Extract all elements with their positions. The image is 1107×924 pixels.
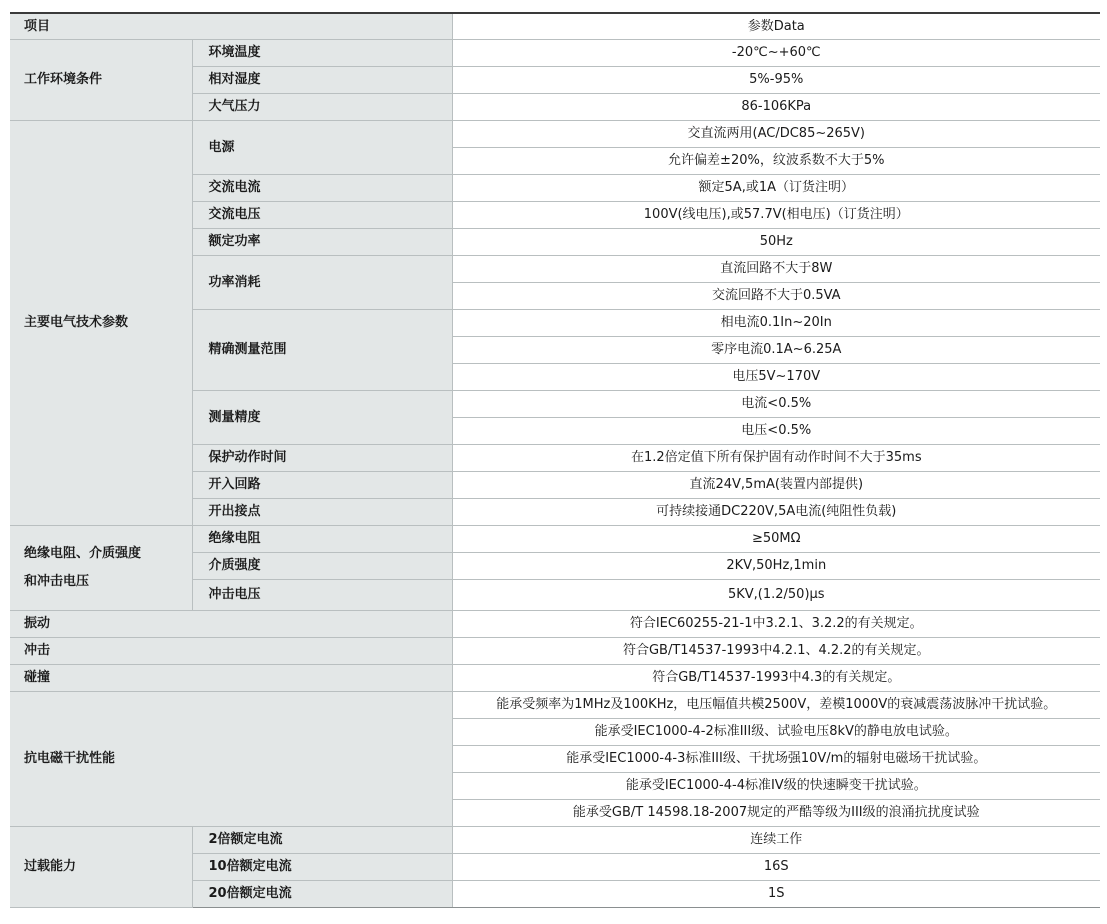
row-value: ≥50MΩ	[452, 525, 1100, 552]
table-row	[10, 39, 1100, 66]
row-value: 16S	[452, 853, 1100, 880]
row-value: 在1.2倍定值下所有保护固有动作时间不大于35ms	[452, 444, 1100, 471]
table-row	[10, 691, 1100, 718]
row-value: 100V(线电压),或57.7V(相电压)（订货注明）	[452, 201, 1100, 228]
section-overload-label: 过载能力	[10, 826, 192, 907]
row-label: 交流电压	[192, 201, 452, 228]
header-data: 参数Data	[452, 13, 1100, 39]
row-label: 20倍额定电流	[192, 880, 452, 907]
table-row	[10, 610, 1100, 637]
row-value: 能承受频率为1MHz及100KHz，电压幅值共模2500V，差模1000V的衰减震荡波脉冲干扰试验。	[452, 691, 1100, 718]
row-label: 测量精度	[192, 390, 452, 444]
section-bump-label: 碰撞	[10, 664, 452, 691]
row-value: 直流回路不大于8W	[452, 255, 1100, 282]
row-label: 电源	[192, 120, 452, 174]
table-row	[10, 525, 1100, 552]
row-value: 允许偏差±20%，纹波系数不大于5%	[452, 147, 1100, 174]
row-value: 5KV,(1.2/50)μs	[452, 579, 1100, 610]
section-insulation-label	[10, 525, 192, 610]
row-label: 开出接点	[192, 498, 452, 525]
row-value: 零序电流0.1A~6.25A	[452, 336, 1100, 363]
row-label: 10倍额定电流	[192, 853, 452, 880]
row-value: 能承受GB/T 14598.18-2007规定的严酷等级为III级的浪涌抗扰度试验	[452, 799, 1100, 826]
row-label: 介质强度	[192, 552, 452, 579]
row-value: 交流回路不大于0.5VA	[452, 282, 1100, 309]
row-value: 电压5V~170V	[452, 363, 1100, 390]
spec-table	[10, 12, 1100, 908]
section-emc-label: 抗电磁干扰性能	[10, 691, 452, 826]
row-value: 86-106KPa	[452, 93, 1100, 120]
row-label: 大气压力	[192, 93, 452, 120]
table-row	[10, 664, 1100, 691]
row-value: 50Hz	[452, 228, 1100, 255]
table-row	[10, 637, 1100, 664]
row-value: 额定5A,或1A（订货注明）	[452, 174, 1100, 201]
row-label: 冲击电压	[192, 579, 452, 610]
section-insulation-label-line2: 和冲击电压	[24, 573, 90, 589]
header-row	[10, 13, 1100, 39]
row-value: 交直流两用(AC/DC85~265V)	[452, 120, 1100, 147]
row-value: 符合GB/T14537-1993中4.2.1、4.2.2的有关规定。	[452, 637, 1100, 664]
table-row	[10, 120, 1100, 147]
row-label: 绝缘电阻	[192, 525, 452, 552]
section-shock-label: 冲击	[10, 637, 452, 664]
section-vibration-label: 振动	[10, 610, 452, 637]
row-value: 2KV,50Hz,1min	[452, 552, 1100, 579]
row-value: 相电流0.1In~20In	[452, 309, 1100, 336]
table-row	[10, 826, 1100, 853]
row-label: 开入回路	[192, 471, 452, 498]
row-value: 电流<0.5%	[452, 390, 1100, 417]
section-insulation-label-line1: 绝缘电阻、介质强度	[24, 545, 142, 561]
row-value: 符合GB/T14537-1993中4.3的有关规定。	[452, 664, 1100, 691]
row-value: 可持续接通DC220V,5A电流(纯阻性负载)	[452, 498, 1100, 525]
row-label: 精确测量范围	[192, 309, 452, 390]
row-value: 1S	[452, 880, 1100, 907]
row-label: 功率消耗	[192, 255, 452, 309]
section-env-label: 工作环境条件	[10, 39, 192, 120]
row-label: 2倍额定电流	[192, 826, 452, 853]
row-value: 连续工作	[452, 826, 1100, 853]
row-value: 直流24V,5mA(装置内部提供)	[452, 471, 1100, 498]
row-value: 能承受IEC1000-4-3标准III级、干扰场强10V/m的辐射电磁场干扰试验。	[452, 745, 1100, 772]
row-value: -20℃~+60℃	[452, 39, 1100, 66]
header-item: 项目	[10, 13, 452, 39]
row-value: 符合IEC60255-21-1中3.2.1、3.2.2的有关规定。	[452, 610, 1100, 637]
section-elec-label: 主要电气技术参数	[10, 120, 192, 525]
row-label: 相对湿度	[192, 66, 452, 93]
row-value: 5%-95%	[452, 66, 1100, 93]
row-value: 能承受IEC1000-4-4标准IV级的快速瞬变干扰试验。	[452, 772, 1100, 799]
row-label: 额定功率	[192, 228, 452, 255]
row-label: 环境温度	[192, 39, 452, 66]
row-value: 电压<0.5%	[452, 417, 1100, 444]
row-value: 能承受IEC1000-4-2标准III级、试验电压8kV的静电放电试验。	[452, 718, 1100, 745]
row-label: 保护动作时间	[192, 444, 452, 471]
row-label: 交流电流	[192, 174, 452, 201]
